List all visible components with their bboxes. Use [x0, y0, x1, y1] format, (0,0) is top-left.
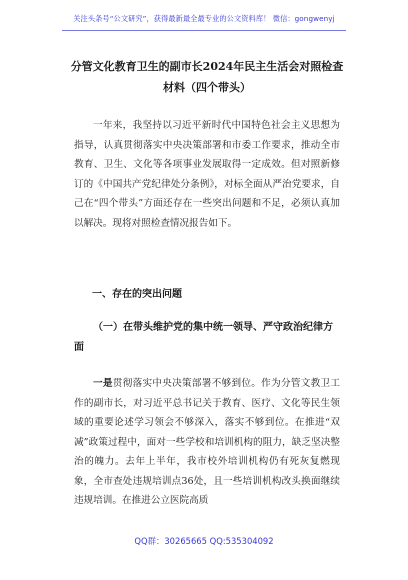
- section-heading: 一、存在的突出问题: [92, 289, 182, 300]
- footer-contact: QQ群：30265665 QQ:535304092: [134, 536, 274, 546]
- header-banner: 关注头条号“公文研究”，获得最新最全最专业的公文资料库！ 微信：gongwenyj: [73, 14, 335, 23]
- body-paragraph: [74, 374, 340, 511]
- subsection-heading: （一）在带头维护党的集中统一领导、严守政治纪律方面: [74, 322, 333, 353]
- header-divider: [62, 30, 346, 31]
- intro-paragraph: 一年来，我坚持以习近平新时代中国特色社会主义思想为指导，认真贯彻落实中央决策部署和市委工作要求，推动全市教育、卫生、文化等各项事业发展取得一定成效。但对照新修订的《中国共产党纪律处分条例》，对标全面从严治党要求，自己在“四个带头”方面还存在一些突出问题和不足，必须认真加以解决。现将对照检查情况报告如下。: [74, 120, 340, 229]
- document-title: 分管文化教育卫生的副市长2024年民主生活会对照检查材料（四个带头）: [70, 60, 344, 94]
- body-text: 贯彻落实中央决策部署不够到位。作为分管文教卫工作的副市长，对习近平总书记关于教育、医疗、文化等民生领域的重要论述学习领会不够深入，落实不够到位。在推进“双减”政策过程中，面对一些学校和培训机构的阻力，缺乏坚决整治的魄力。去年上半年，我市校外培训机构仍有死灰复燃现象，全市查处违规培训点36处，且一些培训机构改头换面继续违规培训。在推进公立医院高质: [74, 378, 341, 506]
- body-lead-bold: 一是: [93, 378, 113, 389]
